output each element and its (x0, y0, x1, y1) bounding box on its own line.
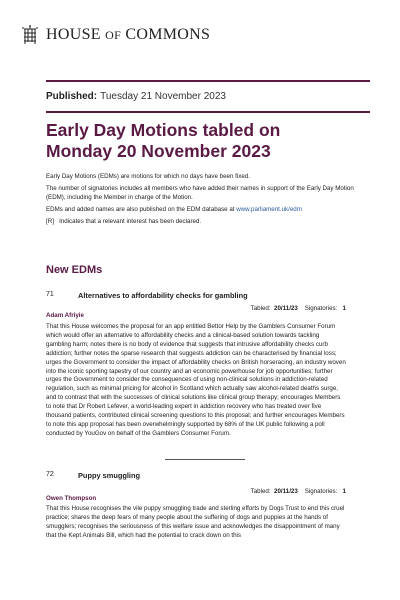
page-title (46, 120, 366, 162)
page-title-line2: Monday 20 November 2023 (46, 141, 271, 161)
brand-commons: COMMONS (125, 26, 211, 43)
intro-para-2: The number of signatories includes all members who have added their names in support of the Early Day Motion (EDM), including the Member in charge of the Motion. (46, 185, 354, 201)
publication-bar (46, 80, 370, 113)
edm-item (46, 471, 346, 571)
intro-para-3 (46, 205, 366, 214)
edm-sponsor[interactable]: Owen Thompson (46, 495, 97, 502)
edm-number: 72 (46, 471, 54, 478)
tabled-label: Tabled: (250, 488, 271, 495)
brand-house: HOUSE (46, 26, 101, 43)
edm-number: 71 (46, 291, 54, 298)
edm-body: That this House welcomes the proposal for an app entitled Bettor Help by the Gamblers Consumer Forum which would offer an alternative to affordability checks and a clinical-based solution towards tackling gambling harm; notes there is no body of evidence that suggests that intrusive affordability checks curb addiction; further notes the sparse research that suggests addiction can be characterised by financial loss; urges the Government to consider the impact of affordability checks on British horseracing, an industry woven into the iconic sporting tapestry of our country and an economic powerhouse for job opportunities; further urges the Government to consider the consequences of using non-clinical solutions in addiction-related regulation, such as minimal pricing for alcohol in Scotland which actually saw alcohol-related deaths surge, and to contrast that with the successes of clinical solutions like clinical group therapy; encourages Members to note that Dr Robert Lefever, a world-leading expert in addiction recovery who has treated over five thousand patients, contributed clinical screening questions to this proposal; and further encourages Members to note this app proposal has been overwhelmingly supported by 68% of the UK public following a poll conducted by YouGov on behalf of the Gamblers Consumer Forum. (46, 323, 346, 437)
edm-title[interactable]: Puppy smuggling (78, 471, 140, 480)
brand-of: OF (105, 28, 122, 42)
tabled-label: Tabled: (250, 305, 271, 312)
edm-meta (251, 305, 346, 312)
signatories-label: Signatories: (304, 488, 338, 495)
portcullis-icon (22, 25, 38, 45)
edm-body: That this House recognises the vile puppy smuggling trade and sterling efforts by Dogs Trust to end this cruel practice; shares the deep fears of many people about the suffering of dogs and puppies at the hands of smugglers; recognises the seriousness of this welfare issue and acknowledges the disappointment of many that the Kept Animals Bill, which had the potential to crack down on this (46, 505, 345, 539)
signatories-count: 1 (342, 488, 346, 495)
signatories-count: 1 (342, 305, 346, 312)
signatories-label: Signatories: (304, 305, 338, 312)
edm-meta (251, 488, 346, 495)
brand-logo-text (46, 26, 210, 44)
published-label: Published: (46, 91, 98, 102)
edm-title[interactable]: Alternatives to affordability checks for gambling (78, 291, 248, 300)
section-heading: New EDMs (46, 264, 103, 276)
header (22, 20, 210, 50)
edm-sponsor[interactable]: Adam Afriyie (46, 312, 84, 319)
published-date: Tuesday 21 November 2023 (100, 91, 226, 102)
edm-database-link[interactable]: www.parliament.uk/edm (236, 206, 302, 213)
tabled-date: 20/11/23 (274, 305, 298, 312)
tabled-date: 20/11/23 (274, 488, 298, 495)
page-title-line1: Early Day Motions tabled on (46, 120, 281, 140)
intro-para-1: Early Day Motions (EDMs) are motions for which no days have been fixed. (46, 173, 250, 180)
intro-para-4: [R] Indicates that a relevant interest has been declared. (46, 218, 202, 225)
divider (165, 459, 245, 460)
intro-para-3-text: EDMs and added names are also published on the EDM database at (46, 206, 237, 213)
intro (46, 172, 366, 229)
